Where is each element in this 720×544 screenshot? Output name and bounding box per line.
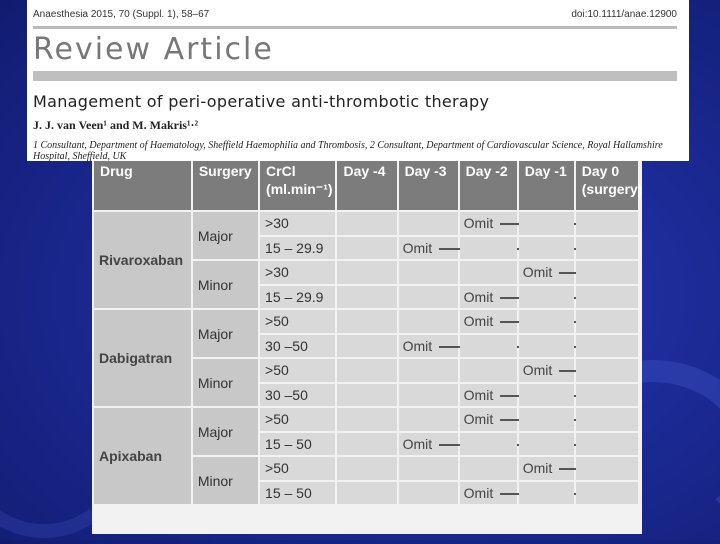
day-cell <box>519 261 574 284</box>
surgery-type: Minor <box>193 261 258 308</box>
omit-label: Omit <box>463 411 494 428</box>
surgery-type: Major <box>193 408 258 455</box>
author-affiliations: 1 Consultant, Department of Haematology, Sheffield Haemophilia and Thrombosis, 2 Consultant, Department of Cardiovascular Science, Royal Hallamshire Hospital, Sheffield, UK <box>33 140 663 162</box>
crcl-value: 15 – 50 <box>260 433 335 456</box>
column-header: CrCl (ml.min⁻¹) <box>260 160 335 210</box>
day-cell <box>576 384 638 407</box>
day-cell <box>399 335 458 358</box>
article-authors: J. J. van Veen¹ and M. Makris¹·² <box>33 118 199 132</box>
day-cell <box>399 482 458 505</box>
day-cell <box>399 237 458 260</box>
day-cell <box>576 261 638 284</box>
day-cell <box>337 384 396 407</box>
day-cell <box>576 212 638 235</box>
omit-label: Omit <box>522 362 553 379</box>
day-cell <box>337 457 396 480</box>
day-cell <box>399 359 458 382</box>
day-cell <box>519 457 574 480</box>
omit-label: Omit <box>463 313 494 330</box>
day-cell <box>399 433 458 456</box>
day-cell <box>576 310 638 333</box>
column-header: Drug <box>94 160 191 210</box>
day-cell <box>460 384 517 407</box>
anticoagulant-table-container <box>92 158 642 534</box>
surgery-type: Major <box>193 212 258 259</box>
drug-name: Apixaban <box>94 408 191 504</box>
day-cell <box>460 212 517 235</box>
crcl-value: 15 – 50 <box>260 482 335 505</box>
table-body <box>94 212 638 504</box>
table-header-row <box>94 160 638 210</box>
anticoagulant-omission-table <box>92 158 643 506</box>
day-cell <box>576 286 638 309</box>
omit-label: Omit <box>402 337 433 354</box>
day-cell <box>337 261 396 284</box>
day-cell <box>576 433 638 456</box>
column-header: Day -3 <box>399 160 458 210</box>
drug-name: Dabigatran <box>94 310 191 406</box>
day-cell <box>337 237 396 260</box>
day-cell <box>519 482 574 505</box>
day-cell <box>519 237 574 260</box>
omit-label: Omit <box>522 460 553 477</box>
section-rule <box>33 71 677 81</box>
day-cell <box>399 384 458 407</box>
day-cell <box>460 261 517 284</box>
day-cell <box>519 310 574 333</box>
crcl-value: 30 –50 <box>260 384 335 407</box>
crcl-value: >30 <box>260 212 335 235</box>
day-cell <box>576 482 638 505</box>
day-cell <box>460 310 517 333</box>
day-cell <box>337 286 396 309</box>
column-header: Day -1 <box>519 160 574 210</box>
article-header <box>27 0 689 161</box>
surgery-type: Minor <box>193 457 258 504</box>
day-cell <box>337 310 396 333</box>
crcl-value: 15 – 29.9 <box>260 286 335 309</box>
crcl-value: 30 –50 <box>260 335 335 358</box>
table-row <box>94 310 638 333</box>
day-cell <box>337 482 396 505</box>
column-header: Surgery <box>193 160 258 210</box>
day-cell <box>576 237 638 260</box>
day-cell <box>399 261 458 284</box>
crcl-value: >50 <box>260 359 335 382</box>
day-cell <box>460 457 517 480</box>
surgery-type: Minor <box>193 359 258 406</box>
day-cell <box>576 408 638 431</box>
day-cell <box>519 408 574 431</box>
crcl-value: >30 <box>260 261 335 284</box>
article-title: Management of peri-operative anti-thrombotic therapy <box>33 92 490 111</box>
omit-label: Omit <box>402 239 433 256</box>
column-header: Day -2 <box>460 160 517 210</box>
day-cell <box>576 457 638 480</box>
day-cell <box>519 359 574 382</box>
day-cell <box>337 335 396 358</box>
table-row <box>94 408 638 431</box>
day-cell <box>460 482 517 505</box>
day-cell <box>519 433 574 456</box>
day-cell <box>399 310 458 333</box>
day-cell <box>519 212 574 235</box>
day-cell <box>337 408 396 431</box>
crcl-value: >50 <box>260 408 335 431</box>
omit-label: Omit <box>463 484 494 501</box>
day-cell <box>460 433 517 456</box>
crcl-value: >50 <box>260 457 335 480</box>
section-heading: Review Article <box>33 32 274 67</box>
journal-reference: Anaesthesia 2015, 70 (Suppl. 1), 58–67 <box>33 9 210 20</box>
day-cell <box>399 286 458 309</box>
day-cell <box>460 286 517 309</box>
doi-link[interactable]: doi:10.1111/anae.12900 <box>571 9 677 20</box>
crcl-value: >50 <box>260 310 335 333</box>
day-cell <box>399 408 458 431</box>
day-cell <box>576 359 638 382</box>
omit-label: Omit <box>463 215 494 232</box>
omit-label: Omit <box>463 288 494 305</box>
column-header: Day 0 (surgery) <box>576 160 638 210</box>
day-cell <box>399 212 458 235</box>
surgery-type: Major <box>193 310 258 357</box>
day-cell <box>399 457 458 480</box>
omit-label: Omit <box>402 435 433 452</box>
omit-label: Omit <box>522 264 553 281</box>
day-cell <box>576 335 638 358</box>
day-cell <box>460 237 517 260</box>
header-rule <box>33 26 677 29</box>
day-cell <box>460 335 517 358</box>
day-cell <box>337 433 396 456</box>
day-cell <box>337 359 396 382</box>
day-cell <box>519 384 574 407</box>
table-row <box>94 212 638 235</box>
day-cell <box>519 335 574 358</box>
drug-name: Rivaroxaban <box>94 212 191 308</box>
column-header: Day -4 <box>337 160 396 210</box>
omit-label: Omit <box>463 386 494 403</box>
day-cell <box>460 408 517 431</box>
day-cell <box>460 359 517 382</box>
day-cell <box>337 212 396 235</box>
crcl-value: 15 – 29.9 <box>260 237 335 260</box>
day-cell <box>519 286 574 309</box>
